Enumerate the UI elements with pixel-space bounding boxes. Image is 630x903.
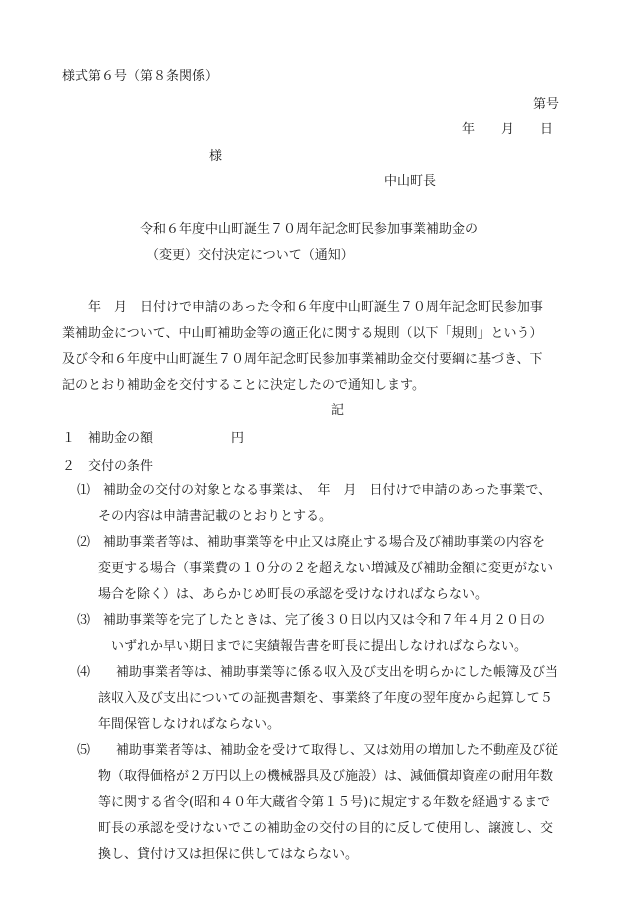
item-1-unit: 円	[231, 431, 245, 446]
condition-2-line-2: 変更する場合（事業費の１０分の２を超えない増減及び補助金額に変更がない	[98, 561, 554, 576]
title-line-1: 令和６年度中山町誕生７０周年記念町民参加事業補助金の	[140, 222, 479, 237]
condition-2-line-1: ⑵ 補助事業者等は、補助事業等を中止又は廃止する場合及び補助事業の内容を	[77, 535, 546, 550]
ki-heading: 記	[331, 403, 345, 418]
body-paragraph	[62, 295, 543, 399]
document-number: 第号	[533, 97, 560, 112]
document-title	[140, 217, 478, 269]
condition-2-line-3: 場合を除く）は、あらかじめ町長の承認を受けなければならない。	[98, 587, 489, 602]
condition-5-line-4: 町長の承認を受けないでこの補助金の交付の目的に反して使用し、譲渡し、交	[98, 821, 554, 836]
condition-1-line-2: その内容は申請書記載のとおりとする。	[98, 509, 333, 524]
body-line-2: 業補助金について、中山町補助金等の適正化に関する規則（以下「規則」という）	[62, 326, 543, 341]
title-line-2: （変更）交付決定について（通知）	[146, 248, 354, 263]
condition-1-line-1: ⑴ 補助金の交付の対象となる事業は、 年 月 日付けで申請のあった事業で、	[77, 483, 552, 498]
condition-4-line-1: ⑷ 補助事業者等は、補助事業等に係る収入及び支出を明らかにした帳簿及び当	[77, 665, 559, 680]
body-line-1: 年 月 日付けで申請のあった令和６年度中山町誕生７０周年記念町民参加事	[62, 300, 543, 315]
issuer: 中山町長	[384, 174, 437, 189]
condition-4-line-2: 該収入及び支出についての証拠書類を、事業終了年度の翌年度から起算して５	[98, 691, 553, 706]
condition-2	[77, 530, 553, 608]
condition-5-line-5: 換し、貸付け又は担保に供してはならない。	[98, 847, 359, 862]
condition-3-line-2: いずれか早い期日までに実績報告書を町長に提出しなければならない。	[98, 639, 528, 654]
condition-5-line-2: 物（取得価格が２万円以上の機械器具及び施設）は、減価償却資産の耐用年数	[98, 769, 554, 784]
condition-5-line-3: 等に関する省令(昭和４０年大蔵省令第１５号)に規定する年数を経過するまで	[98, 795, 551, 810]
condition-3	[77, 608, 545, 660]
recipient: 様	[209, 149, 223, 164]
condition-1	[77, 478, 551, 530]
item-2-label: ２ 交付の条件	[62, 459, 154, 474]
item-1	[62, 430, 244, 448]
condition-5-line-1: ⑸ 補助事業者等は、補助金を受けて取得し、又は効用の増加した不動産及び従	[77, 743, 559, 758]
condition-4-line-3: 年間保管しなければならない。	[98, 717, 281, 732]
condition-4	[77, 660, 558, 738]
condition-3-line-1: ⑶ 補助事業等を完了したときは、完了後３０日以内又は令和７年４月２０日の	[77, 613, 546, 628]
body-line-4: 記のとおり補助金を交付することに決定したので通知します。	[62, 378, 425, 393]
condition-5	[77, 738, 558, 868]
item-1-label: １ 補助金の額	[62, 431, 154, 446]
body-line-3: 及び令和６年度中山町誕生７０周年記念町民参加事業補助金交付要綱に基づき、下	[62, 352, 543, 367]
date-line: 年 月 日	[462, 122, 554, 137]
form-number: 様式第６号（第８条関係）	[62, 69, 219, 84]
